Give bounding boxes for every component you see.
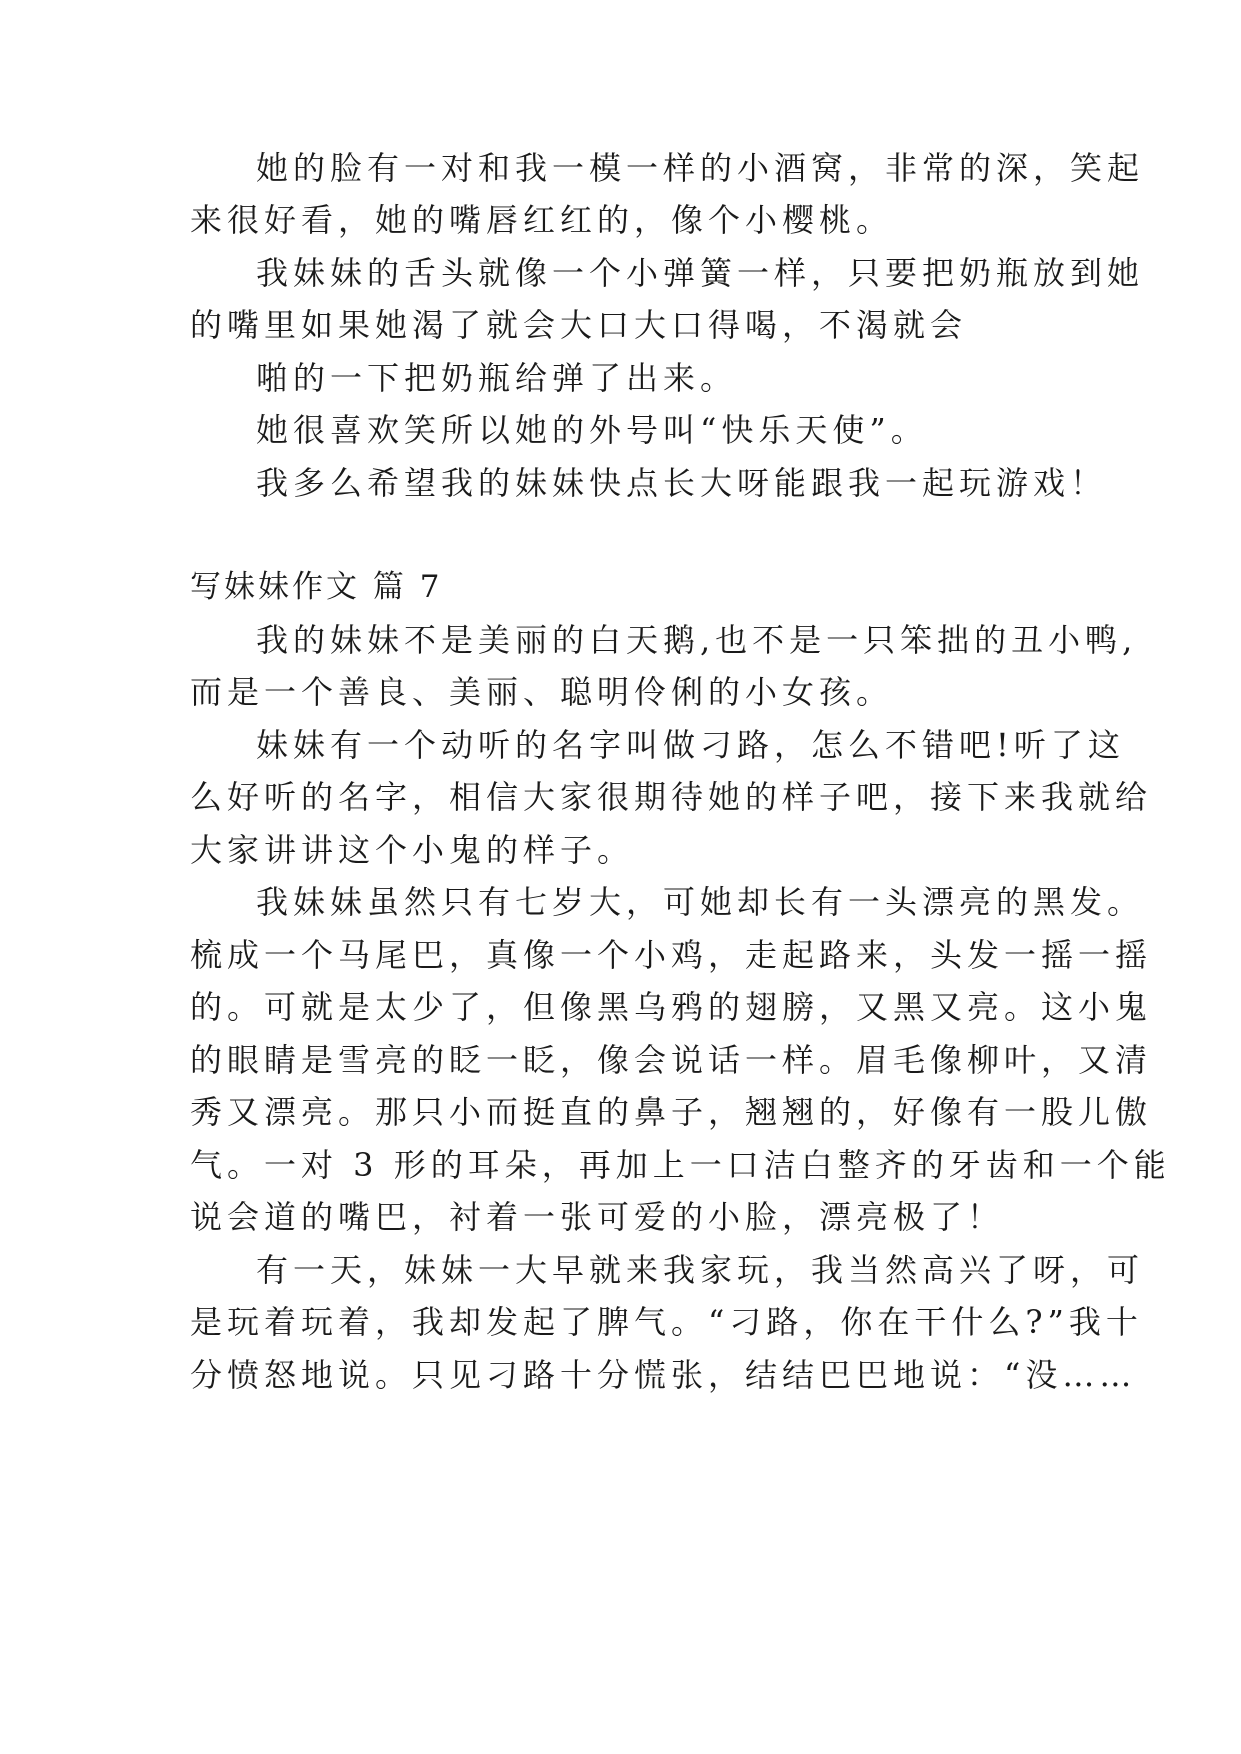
section-paragraph-4-line-2: 是玩着玩着，我却发起了脾气。“刁路，你在干什么?”我十 (190, 1303, 1143, 1341)
section-paragraph-3-line-6: 气。一对 3 形的耳朵，再加上一口洁白整齐的牙齿和一个能 (190, 1146, 1171, 1184)
paragraph-4: 她很喜欢笑所以她的外号叫“快乐天使”。 (256, 411, 928, 449)
section-paragraph-4-line-3: 分愤怒地说。只见刁路十分慌张，结结巴巴地说：“没…… (190, 1356, 1137, 1394)
section-paragraph-2-line-2: 么好听的名字，相信大家很期待她的样子吧，接下来我就给 (190, 778, 1153, 816)
paragraph-2-line-2: 的嘴里如果她渴了就会大口大口得喝，不渴就会 (190, 306, 968, 344)
paragraph-1-line-1: 她的脸有一对和我一模一样的小酒窝，非常的深，笑起 (256, 149, 1145, 187)
section-paragraph-1-line-2: 而是一个善良、美丽、聪明伶俐的小女孩。 (190, 673, 894, 711)
paragraph-3: 啪的一下把奶瓶给弹了出来。 (256, 359, 738, 397)
paragraph-2-line-1: 我妹妹的舌头就像一个小弹簧一样，只要把奶瓶放到她 (256, 254, 1145, 292)
section-paragraph-2-line-3: 大家讲讲这个小鬼的样子。 (190, 831, 635, 869)
section-paragraph-4-line-1: 有一天，妹妹一大早就来我家玩，我当然高兴了呀，可 (256, 1251, 1145, 1289)
section-paragraph-1-line-1: 我的妹妹不是美丽的白天鹅,也不是一只笨拙的丑小鸭, (256, 621, 1138, 659)
section-paragraph-3-line-7: 说会道的嘴巴，衬着一张可爱的小脸，漂亮极了！ (190, 1198, 1005, 1236)
section-paragraph-3-line-2: 梳成一个马尾巴，真像一个小鸡，走起路来，头发一摇一摇 (190, 936, 1153, 974)
paragraph-1-line-2: 来很好看，她的嘴唇红红的，像个小樱桃。 (190, 201, 894, 239)
section-paragraph-3-line-1: 我妹妹虽然只有七岁大，可她却长有一头漂亮的黑发。 (256, 883, 1145, 921)
section-paragraph-3-line-4: 的眼睛是雪亮的眨一眨，像会说话一样。眉毛像柳叶，又清 (190, 1041, 1153, 1079)
section-paragraph-2-line-1: 妹妹有一个动听的名字叫做刁路，怎么不错吧!听了这 (256, 726, 1125, 764)
section-title: 写妹妹作文 篇 7 (190, 569, 443, 605)
section-paragraph-3-line-5: 秀又漂亮。那只小而挺直的鼻子，翘翘的，好像有一股儿傲 (190, 1093, 1153, 1131)
section-paragraph-3-line-3: 的。可就是太少了，但像黑乌鸦的翅膀，又黑又亮。这小鬼 (190, 988, 1153, 1026)
paragraph-5: 我多么希望我的妹妹快点长大呀能跟我一起玩游戏！ (256, 464, 1108, 502)
